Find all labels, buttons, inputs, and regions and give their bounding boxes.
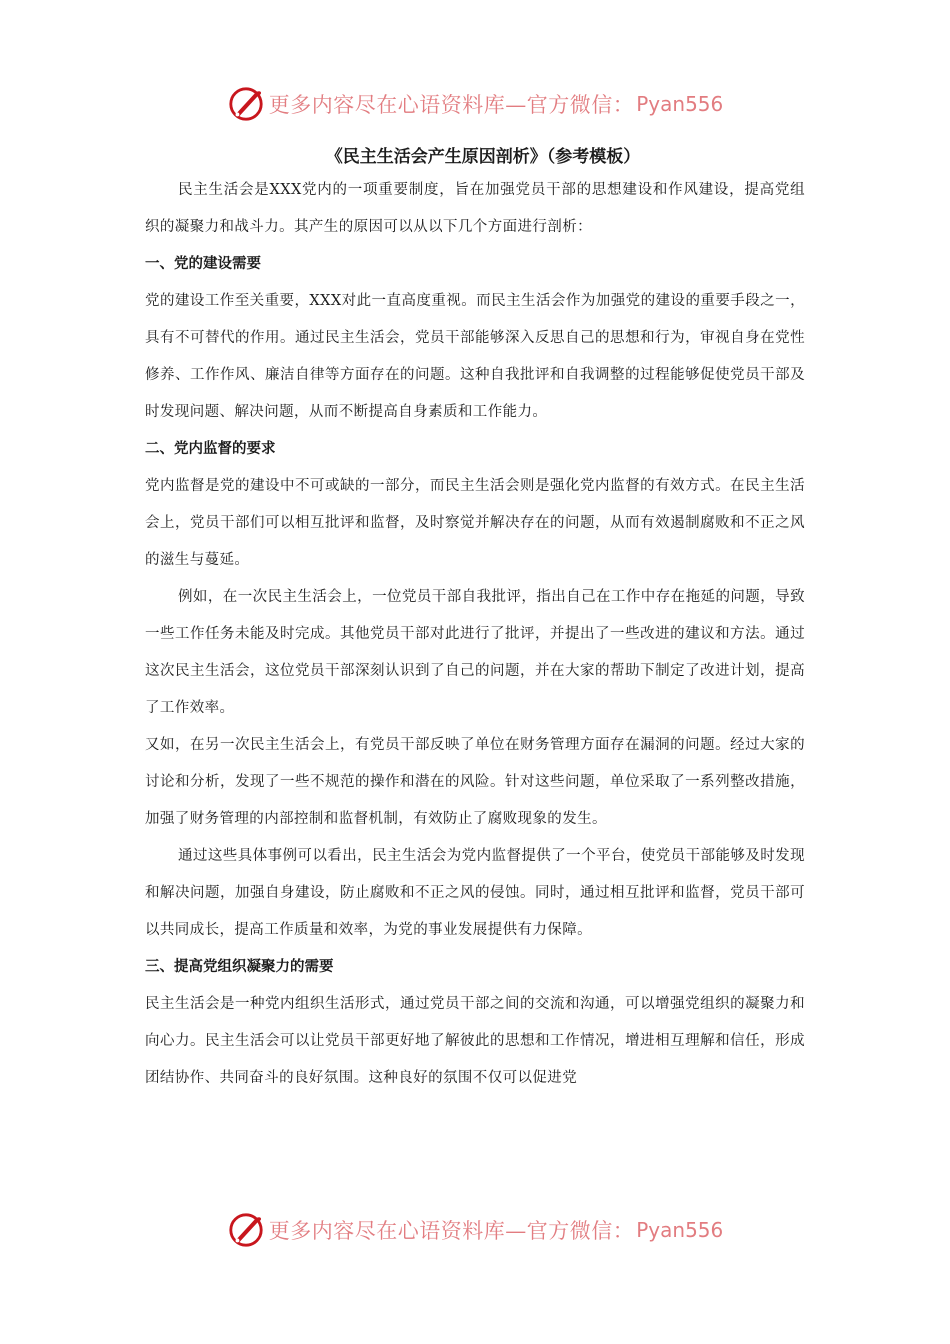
section-1-paragraph-1: 党的建设工作至关重要，XXX对此一直高度重视。而民主生活会作为加强党的建设的重要手段之一，具有不可替代的作用。通过民主生活会，党员干部能够深入反思自己的思想和行为，审视自身在党性修养、工作作风、廉洁自律等方面存在的问题。这种自我批评和自我调整的过程能够促使党员干部及时发现问题、解决问题，从而不断提高自身素质和工作能力。 xyxy=(145,293,805,420)
document-title: 《民主生活会产生原因剖析》（参考模板） xyxy=(325,147,641,167)
quill-pen-logo-icon xyxy=(227,1211,265,1249)
banner-wechat-id: Pyan556 xyxy=(636,92,724,116)
section-2-paragraph-2: 例如，在一次民主生活会上，一位党员干部自我批评，指出自己在工作中存在拖延的问题，导致一些工作任务未能及时完成。其他党员干部对此进行了批评，并提出了一些改进的建议和方法。通过这次民主生活会，这位党员干部深刻认识到了自己的问题，并在大家的帮助下制定了改进计划，提高了工作效率。 xyxy=(145,589,805,716)
section-2-paragraph-4: 通过这些具体事例可以看出，民主生活会为党内监督提供了一个平台，使党员干部能够及时发现和解决问题，加强自身建设，防止腐败和不正之风的侵蚀。同时，通过相互批评和监督，党员干部可以共同成长，提高工作质量和效率，为党的事业发展提供有力保障。 xyxy=(145,848,805,938)
banner-text: 更多内容尽在心语资料库—官方微信： xyxy=(268,93,635,117)
banner-wechat-id: Pyan556 xyxy=(636,1218,724,1242)
footer-watermark-banner xyxy=(0,1208,950,1252)
banner-text: 更多内容尽在心语资料库—官方微信： xyxy=(268,1219,635,1243)
header-watermark-banner xyxy=(0,82,950,126)
section-2-paragraph-1: 党内监督是党的建设中不可或缺的一部分，而民主生活会则是强化党内监督的有效方式。在民主生活会上，党员干部们可以相互批评和监督，及时察觉并解决存在的问题，从而有效遏制腐败和不正之风的滋生与蔓延。 xyxy=(145,478,805,568)
quill-pen-logo-icon xyxy=(227,85,265,123)
section-3-paragraph-1: 民主生活会是一种党内组织生活形式，通过党员干部之间的交流和沟通，可以增强党组织的凝聚力和向心力。民主生活会可以让党员干部更好地了解彼此的思想和工作情况，增进相互理解和信任，形成团结协作、共同奋斗的良好氛围。这种良好的氛围不仅可以促进党 xyxy=(145,996,805,1086)
section-2-heading: 二、党内监督的要求 xyxy=(145,441,276,457)
section-3-heading: 三、提高党组织凝聚力的需要 xyxy=(145,959,334,975)
intro-paragraph: 民主生活会是XXX党内的一项重要制度，旨在加强党员干部的思想建设和作风建设，提高党组织的凝聚力和战斗力。其产生的原因可以从以下几个方面进行剖析： xyxy=(145,182,805,235)
section-1-heading: 一、党的建设需要 xyxy=(145,256,261,272)
section-2-paragraph-3: 又如，在另一次民主生活会上，有党员干部反映了单位在财务管理方面存在漏洞的问题。经过大家的讨论和分析，发现了一些不规范的操作和潜在的风险。针对这些问题，单位采取了一系列整改措施，加强了财务管理的内部控制和监督机制，有效防止了腐败现象的发生。 xyxy=(145,737,805,827)
document-body xyxy=(145,142,805,1097)
